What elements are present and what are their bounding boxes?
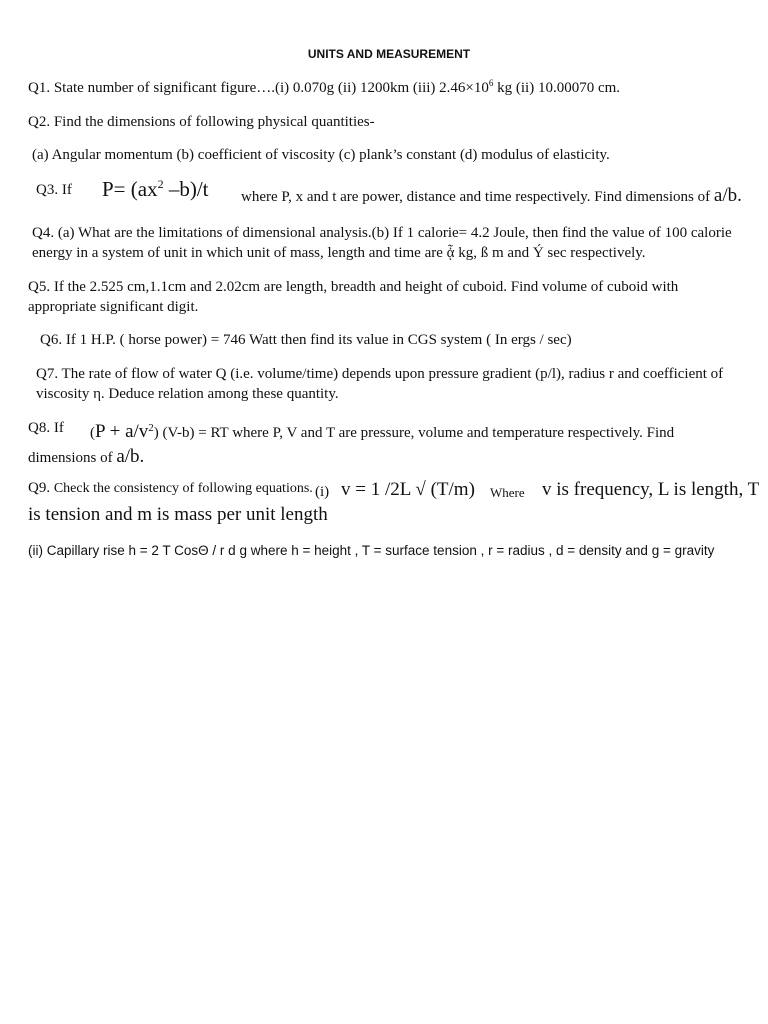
question-4: Q4. (a) What are the limitations of dimensional analysis.(b) If 1 calorie= 4.2 Joule, then find the value of 100 calorie energy in a system of unit in which unit of mass, length and time are ᾆ kg, ß m and Ý sec respectively.	[32, 225, 732, 261]
question-2-parts: (a) Angular momentum (b) coefficient of viscosity (c) plank’s constant (d) modulus of elasticity.	[32, 147, 610, 163]
q8-open-paren: (	[90, 425, 95, 441]
q9-where: Where	[490, 485, 525, 500]
question-1	[28, 78, 750, 98]
question-2: Q2. Find the dimensions of following physical quantities-	[28, 114, 375, 130]
q9-part-i: (i)	[315, 484, 330, 500]
question-8	[28, 418, 750, 470]
question-6: Q6. If 1 H.P. ( horse power) = 746 Watt then find its value in CGS system ( In ergs / sec)	[40, 332, 572, 348]
question-9	[28, 478, 760, 530]
question-9-part-ii: (ii) Capillary rise h = 2 T CosΘ / r d g where h = height , T = surface tension , r = radius , d = density and g = gravity	[28, 543, 715, 558]
q9-description-line2: is tension and m is mass per unit length	[28, 504, 328, 525]
q9-intro: Check the consistency of following equations.	[53, 481, 313, 496]
q1-tail: kg (ii) 10.00070 cm.	[493, 80, 621, 96]
q3-description: where P, x and t are power, distance and time respectively. Find dimensions of	[241, 189, 714, 205]
q8-label: Q8. If	[28, 420, 64, 436]
q8-formula-exponent: 2	[148, 422, 154, 434]
q3-formula-part-a: P= (ax	[102, 177, 158, 201]
q3-formula-part-b: –b)/t	[163, 177, 209, 201]
page-title: UNITS AND MEASUREMENT	[307, 47, 471, 61]
question-7: Q7. The rate of flow of water Q (i.e. volume/time) depends upon pressure gradient (p/l), radius r and coefficient of viscosity η. Deduce relation among these quantity.	[36, 366, 724, 402]
q8-line2	[28, 447, 144, 468]
q9-label: Q9.	[28, 480, 51, 496]
q9-formula: v = 1 /2L √ (T/m)	[341, 479, 475, 500]
q9-description: v is frequency, L is length, T	[542, 479, 760, 500]
q8-target: a/b.	[116, 446, 145, 467]
q1-text: Q1. State number of significant figure….(i) 0.070g (ii) 1200km (iii) 2.46×10	[28, 80, 489, 96]
question-5: Q5. If the 2.525 cm,1.1cm and 2.02cm are length, breadth and height of cuboid. Find volume of cuboid with appropriate significant digit.	[28, 279, 679, 315]
q3-target: a/b.	[713, 185, 742, 206]
q3-label: Q3. If	[36, 182, 72, 198]
question-3	[36, 177, 756, 210]
q3-text	[241, 186, 742, 207]
q8-expression	[90, 422, 674, 443]
q8-formula: P + a/v	[95, 421, 149, 442]
q1-exponent: 6	[488, 78, 494, 88]
q8-text: ) (V-b) = RT where P, V and T are pressure, volume and temperature respectively. Find	[153, 425, 675, 441]
q3-formula-exponent: 2	[157, 177, 164, 191]
q8-text2: dimensions of	[28, 450, 117, 466]
q3-formula	[102, 179, 209, 199]
